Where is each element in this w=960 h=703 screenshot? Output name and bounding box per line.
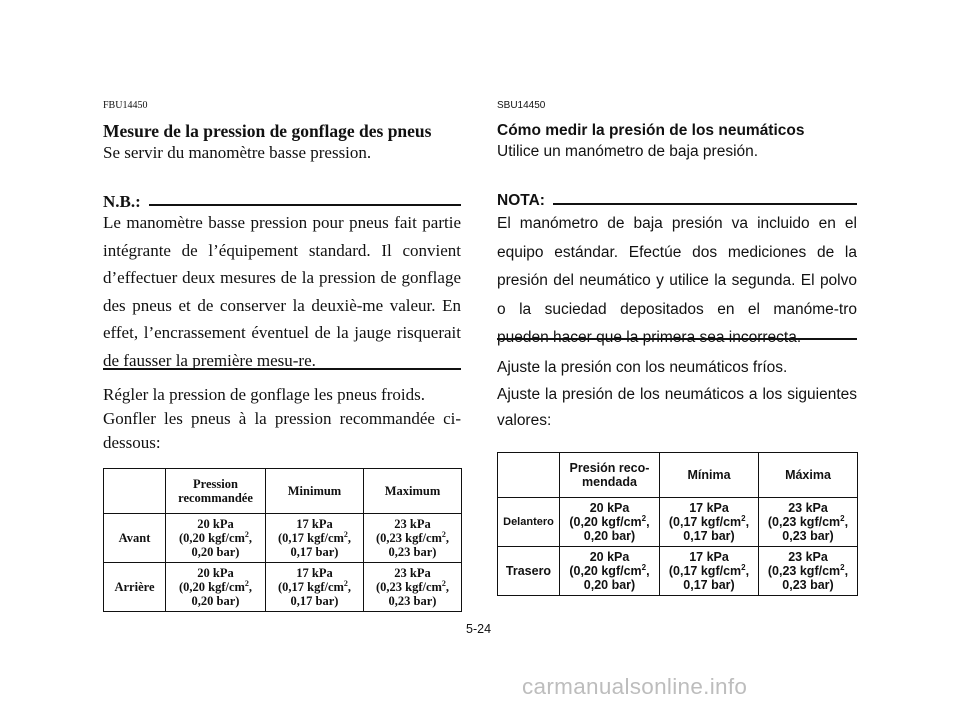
table-row bbox=[104, 563, 462, 612]
superscript: 2 bbox=[441, 529, 446, 539]
pressure-kpa: 23 kPa bbox=[788, 501, 828, 515]
pressure-bar: 0,23 bar) bbox=[782, 529, 834, 543]
note-rule bbox=[149, 204, 461, 206]
pressure-kpa: 23 kPa bbox=[394, 566, 431, 580]
table-row bbox=[104, 514, 462, 563]
pressure-kgf: (0,17 kgf/$cm^2$, bbox=[668, 562, 750, 578]
watermark: carmanualsonline.info bbox=[522, 674, 748, 699]
intro-text: Se servir du manomètre basse pression. bbox=[103, 143, 372, 162]
pressure-value-cell bbox=[660, 547, 759, 596]
pressure-table bbox=[103, 468, 462, 612]
instruction-line-2: Ajuste la presión de los neumáticos a los siguientes valores: bbox=[497, 385, 857, 429]
row-label: Avant bbox=[104, 514, 166, 563]
pressure-table bbox=[497, 452, 858, 596]
instruction-line-1: Ajuste la presión con los neumáticos fríos. bbox=[497, 359, 788, 376]
superscript: 2 bbox=[343, 529, 348, 539]
pressure-kgf: (0,20 kgf/$cm^2$, bbox=[569, 562, 650, 578]
pressure-bar: 0,20 bar) bbox=[191, 545, 240, 559]
pressure-kpa: 20 kPa bbox=[197, 566, 234, 580]
table-header-cell: Pression recommandée bbox=[166, 469, 266, 514]
pressure-kpa: 17 kPa bbox=[689, 501, 729, 515]
pressure-kgf: (0,17 kgf/$cm^2$, bbox=[668, 513, 750, 529]
row-label: Trasero bbox=[498, 547, 560, 596]
table-row bbox=[498, 498, 858, 547]
section-heading: Cómo medir la presión de los neumáticos bbox=[497, 122, 805, 139]
table-header-cell: Máxima bbox=[759, 453, 858, 498]
pressure-bar: 0,20 bar) bbox=[191, 594, 240, 608]
page-number: 5-24 bbox=[466, 622, 492, 636]
pressure-kgf: (0,23 kgf/$cm^2$, bbox=[767, 562, 849, 578]
pressure-kgf: (0,23 kgf/$cm^2$, bbox=[375, 529, 450, 545]
pressure-value-cell bbox=[364, 514, 462, 563]
pressure-value-cell bbox=[560, 498, 660, 547]
pressure-kgf: (0,23 kgf/$cm^2$, bbox=[767, 513, 849, 529]
superscript: 2 bbox=[641, 562, 647, 572]
table-header-row bbox=[104, 469, 462, 514]
section-code: FBU14450 bbox=[103, 100, 148, 111]
pressure-bar: 0,23 bar) bbox=[388, 594, 437, 608]
pressure-bar: 0,17 bar) bbox=[290, 594, 339, 608]
pressure-kgf: (0,23 kgf/$cm^2$, bbox=[375, 578, 450, 594]
note-header bbox=[497, 192, 857, 210]
instructions bbox=[103, 383, 461, 455]
instruction-line-1: Régler la pression de gonflage les pneus froids. bbox=[103, 385, 425, 404]
superscript: 2 bbox=[244, 578, 249, 588]
pressure-value-cell bbox=[759, 498, 858, 547]
superscript: 2 bbox=[840, 513, 845, 523]
pressure-value-cell bbox=[166, 563, 266, 612]
pressure-kgf: (0,17 kgf/$cm^2$, bbox=[277, 578, 352, 594]
pressure-value-cell bbox=[759, 547, 858, 596]
pressure-kgf: (0,20 kgf/$cm^2$, bbox=[178, 578, 253, 594]
superscript: 2 bbox=[741, 513, 746, 523]
pressure-kpa: 23 kPa bbox=[394, 517, 431, 531]
pressure-kpa: 20 kPa bbox=[589, 501, 630, 515]
table-header-row bbox=[498, 453, 858, 498]
note-text: El manómetro de baja presión va incluido en el equipo estándar. Efectúe dos mediciones de la presión del neumático y utilice la segunda. El polvo o la suciedad depositados en el manóme-tro pueden hacer que la primera sea incorrecta. bbox=[497, 215, 857, 347]
pressure-bar: 0,17 bar) bbox=[683, 529, 735, 543]
pressure-kgf: (0,17 kgf/$cm^2$, bbox=[277, 529, 352, 545]
pressure-bar: 0,17 bar) bbox=[290, 545, 339, 559]
row-label: Delantero bbox=[498, 498, 560, 547]
table-header-cell: Presión reco-mendada bbox=[560, 453, 660, 498]
intro-text: Utilice un manómetro de baja presión. bbox=[497, 143, 759, 160]
pressure-bar: 0,20 bar) bbox=[583, 529, 636, 543]
note-label: N.B.: bbox=[103, 192, 141, 211]
note-text: Le manomètre basse pression pour pneus fait partie intégrante de l’équipement standard. Il convient d’effectuer deux mesures de la pression de gonflage des pneus et de conserver la deuxiè-me valeur. En effet, l’encrassement éventuel de la jauge risquerait de fausser la première mesu-re. bbox=[103, 213, 461, 370]
superscript: 2 bbox=[840, 562, 845, 572]
table-row bbox=[498, 547, 858, 596]
pressure-kgf: (0,20 kgf/$cm^2$, bbox=[569, 513, 650, 529]
superscript: 2 bbox=[441, 578, 446, 588]
pressure-kpa: 17 kPa bbox=[296, 517, 333, 531]
pressure-kpa: 20 kPa bbox=[589, 550, 630, 564]
table-header-cell: Minimum bbox=[266, 469, 364, 514]
instructions bbox=[497, 355, 857, 435]
superscript: 2 bbox=[741, 562, 746, 572]
superscript: 2 bbox=[641, 513, 647, 523]
pressure-bar: 0,23 bar) bbox=[782, 578, 834, 592]
pressure-value-cell bbox=[266, 563, 364, 612]
section-heading: Mesure de la pression de gonflage des pneus bbox=[103, 121, 432, 141]
pressure-kpa: 17 kPa bbox=[689, 550, 729, 564]
note-rule bbox=[553, 203, 857, 205]
pressure-kpa: 20 kPa bbox=[197, 517, 234, 531]
pressure-kpa: 23 kPa bbox=[788, 550, 828, 564]
table-header-cell: Mínima bbox=[660, 453, 759, 498]
superscript: 2 bbox=[244, 529, 249, 539]
pressure-value-cell bbox=[364, 563, 462, 612]
pressure-kgf: (0,20 kgf/$cm^2$, bbox=[178, 529, 253, 545]
pressure-bar: 0,20 bar) bbox=[583, 578, 636, 592]
pressure-kpa: 17 kPa bbox=[296, 566, 333, 580]
table-corner-cell bbox=[498, 453, 560, 498]
note-label: NOTA: bbox=[497, 192, 545, 209]
pressure-value-cell bbox=[660, 498, 759, 547]
pressure-value-cell bbox=[266, 514, 364, 563]
pressure-bar: 0,23 bar) bbox=[388, 545, 437, 559]
table-header-cell: Maximum bbox=[364, 469, 462, 514]
superscript: 2 bbox=[343, 578, 348, 588]
note-end-rule bbox=[103, 368, 461, 370]
section-code: SBU14450 bbox=[497, 100, 546, 111]
pressure-value-cell bbox=[560, 547, 660, 596]
instruction-line-2: Gonfler les pneus à la pression recommandée ci-dessous: bbox=[103, 409, 461, 452]
pressure-bar: 0,17 bar) bbox=[683, 578, 735, 592]
pressure-value-cell bbox=[166, 514, 266, 563]
row-label: Arrière bbox=[104, 563, 166, 612]
note-end-rule bbox=[497, 338, 857, 340]
table-corner-cell bbox=[104, 469, 166, 514]
